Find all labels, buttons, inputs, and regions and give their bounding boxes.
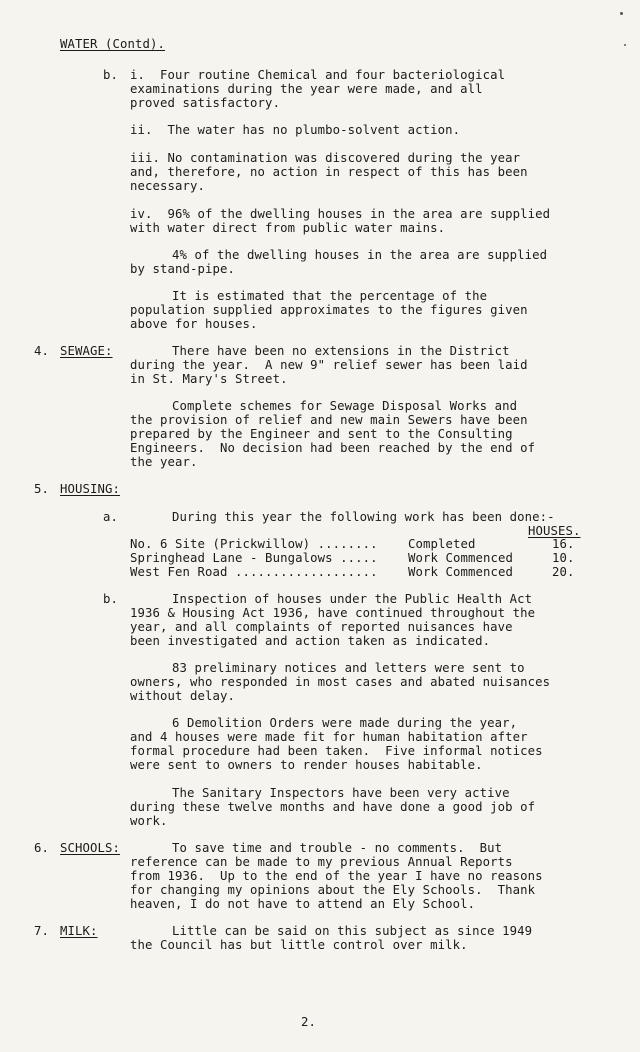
- schools-line-4: for changing my opinions about the Ely Schools. Thank: [130, 883, 536, 897]
- water-b-iv-b-line-2: by stand-pipe.: [130, 262, 236, 276]
- housing-b-p4-line-1: The Sanitary Inspectors have been very active: [172, 786, 510, 800]
- housing-b-p2-line-2: owners, who responded in most cases and abated nuisances: [130, 675, 551, 689]
- housing-b-p2-line-1: 83 preliminary notices and letters were sent to: [172, 661, 525, 675]
- water-b-iii-line-1: iii. No contamination was discovered during the year: [130, 151, 521, 165]
- page-number: 2.: [301, 1015, 317, 1029]
- milk-number: 7.: [34, 924, 50, 938]
- housing-b-p3-line-2: and 4 houses were made fit for human habitation after: [130, 730, 528, 744]
- water-estimate-line-3: above for houses.: [130, 317, 258, 331]
- milk-heading: MILK:: [60, 924, 98, 938]
- water-estimate-line-2: population supplied approximates to the figures given: [130, 303, 528, 317]
- milk-line-1: Little can be said on this subject as since 1949: [172, 924, 533, 938]
- water-estimate-line-1: It is estimated that the percentage of the: [172, 289, 488, 303]
- housing-row-site: No. 6 Site (Prickwillow) ........: [130, 537, 378, 551]
- housing-b-p4-line-2: during these twelve months and have done a good job of: [130, 800, 536, 814]
- housing-row-status: Completed: [408, 537, 476, 551]
- housing-row-status: Work Commenced: [408, 565, 514, 579]
- housing-b-p1-line-3: year, and all complaints of reported nuisances have: [130, 620, 513, 634]
- housing-b-p3-line-3: formal procedure had been taken. Five informal notices: [130, 744, 543, 758]
- schools-line-1: To save time and trouble - no comments. But: [172, 841, 503, 855]
- housing-b-p3-line-1: 6 Demolition Orders were made during the year,: [172, 716, 518, 730]
- housing-row-houses: 16.: [552, 537, 575, 551]
- sewage-p2-line-2: the provision of relief and new main Sewers have been: [130, 413, 528, 427]
- housing-b-p2-line-3: without delay.: [130, 689, 236, 703]
- water-b-iv-b-line-1: 4% of the dwelling houses in the area are supplied: [172, 248, 548, 262]
- housing-a-intro: During this year the following work has been done:-: [172, 510, 555, 524]
- water-b-iii-line-3: necessary.: [130, 179, 206, 193]
- water-b-i-line-2: examinations during the year were made, and all: [130, 82, 483, 96]
- water-b-iv-line-2: with water direct from public water mains.: [130, 221, 446, 235]
- section-header-water: WATER (Contd).: [60, 37, 166, 51]
- schools-line-2: reference can be made to my previous Annual Reports: [130, 855, 513, 869]
- sewage-p2-line-1: Complete schemes for Sewage Disposal Works and: [172, 399, 518, 413]
- ink-speck: [624, 44, 626, 46]
- housing-a-marker: a.: [103, 510, 119, 524]
- milk-line-2: the Council has but little control over milk.: [130, 938, 468, 952]
- schools-number: 6.: [34, 841, 50, 855]
- housing-b-marker: b.: [103, 592, 119, 606]
- housing-row-houses: 10.: [552, 551, 575, 565]
- water-b-i-line-3: proved satisfactory.: [130, 96, 281, 110]
- schools-line-5: heaven, I do not have to attend an Ely School.: [130, 897, 476, 911]
- housing-row-status: Work Commenced: [408, 551, 514, 565]
- housing-heading: HOUSING:: [60, 482, 121, 496]
- water-b-iii-line-2: and, therefore, no action in respect of this has been: [130, 165, 528, 179]
- sewage-p1-line-2: during the year. A new 9" relief sewer has been laid: [130, 358, 528, 372]
- schools-heading: SCHOOLS:: [60, 841, 121, 855]
- houses-column-header: HOUSES.: [528, 524, 581, 538]
- housing-b-p4-line-3: work.: [130, 814, 168, 828]
- water-b-iv-line-1: iv. 96% of the dwelling houses in the area are supplied: [130, 207, 551, 221]
- item-marker-b: b.: [103, 68, 119, 82]
- sewage-p2-line-3: prepared by the Engineer and sent to the Consulting: [130, 427, 513, 441]
- ink-speck: [620, 12, 623, 15]
- water-b-ii-line-1: ii. The water has no plumbo-solvent action.: [130, 123, 461, 137]
- water-b-i-line-1: i. Four routine Chemical and four bacteriological: [130, 68, 506, 82]
- housing-b-p1-line-4: been investigated and action taken as indicated.: [130, 634, 491, 648]
- sewage-number: 4.: [34, 344, 50, 358]
- sewage-p1-line-1: There have been no extensions in the District: [172, 344, 510, 358]
- sewage-heading: SEWAGE:: [60, 344, 113, 358]
- housing-number: 5.: [34, 482, 50, 496]
- sewage-p1-line-3: in St. Mary's Street.: [130, 372, 288, 386]
- housing-row-site: West Fen Road ...................: [130, 565, 378, 579]
- housing-b-p1-line-1: Inspection of houses under the Public Health Act: [172, 592, 533, 606]
- sewage-p2-line-5: the year.: [130, 455, 198, 469]
- housing-row-site: Springhead Lane - Bungalows .....: [130, 551, 378, 565]
- housing-b-p3-line-4: were sent to owners to render houses habitable.: [130, 758, 483, 772]
- sewage-p2-line-4: Engineers. No decision had been reached by the end of: [130, 441, 536, 455]
- housing-b-p1-line-2: 1936 & Housing Act 1936, have continued throughout the: [130, 606, 536, 620]
- schools-line-3: from 1936. Up to the end of the year I have no reasons: [130, 869, 543, 883]
- housing-row-houses: 20.: [552, 565, 575, 579]
